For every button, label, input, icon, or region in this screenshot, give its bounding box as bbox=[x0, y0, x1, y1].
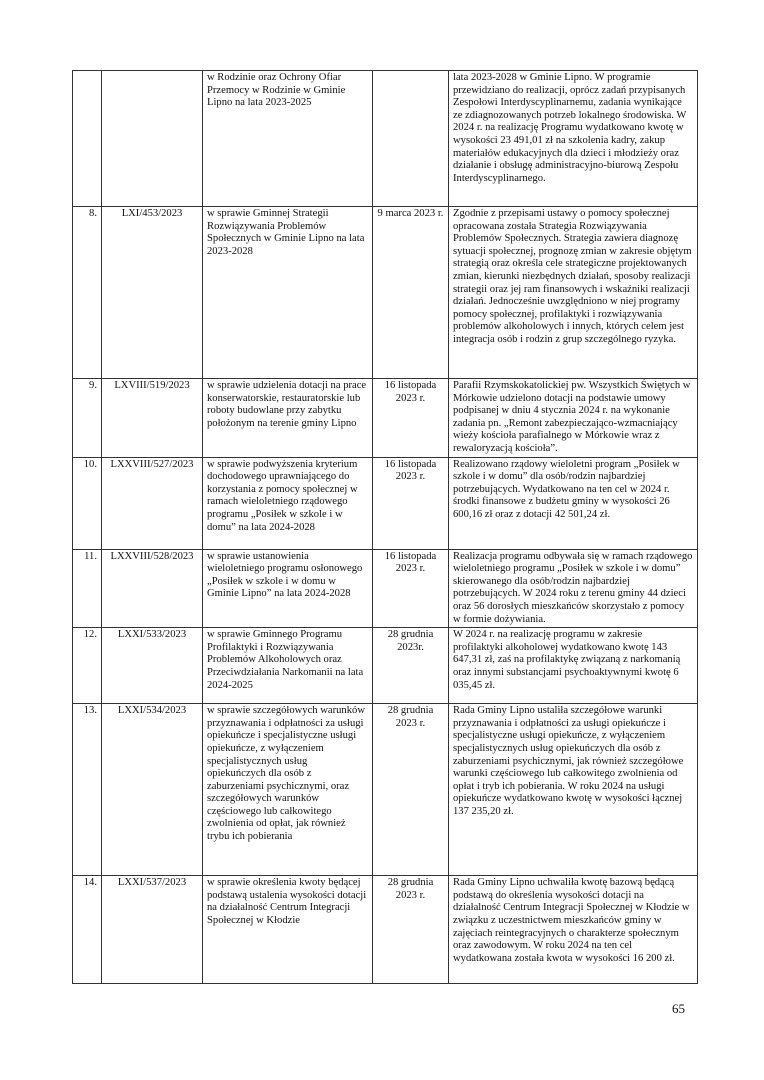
execution-info-cell: Rada Gminy Lipno ustaliła szczegółowe warunki przyznawania i odpłatności za usługi opiekuńcze i specjalistyczne usługi opiekuńcze, z wyłączeniem specjalistycznych usług opiekuńczych dla osób z zaburzeniami psychicznymi, jak również szczegółowe warunki częściowego lub całkowitego zwolnienia od opłat i tryb ich pobierania. W roku 2024 na usługi opiekuńcze wydatkowano kwotę w wysokości łącznej 137 235,20 zł. bbox=[449, 704, 698, 876]
row-number-cell bbox=[73, 71, 102, 207]
table-row bbox=[73, 876, 698, 984]
execution-info-cell: Parafii Rzymskokatolickiej pw. Wszystkich Świętych w Mórkowie udzielono dotacji na podstawie umowy podpisanej w dniu 4 stycznia 2024 r. na wykonanie zadania pn. „Remont zabezpieczająco-wzmacniający wieży kościoła parafialnego w Mórkowie wraz z rewaloryzacją kościoła”. bbox=[449, 379, 698, 458]
table-row bbox=[73, 379, 698, 458]
execution-info-cell: Realizacja programu odbywała się w ramach rządowego wieloletniego programu „Posiłek w szkole i w domu” skierowanego dla osób/rodzin najbardziej potrzebujących. W 2024 roku z terenu gminy 44 dzieci oraz 56 dorosłych mieszkańców skorzystało z pomocy w formie dożywiania. bbox=[449, 549, 698, 628]
table-row bbox=[73, 628, 698, 704]
resolution-date-cell: 28 grudnia 2023 r. bbox=[373, 704, 449, 876]
row-number-cell: 11. bbox=[73, 549, 102, 628]
row-number-cell: 13. bbox=[73, 704, 102, 876]
resolution-date-cell: 28 grudnia 2023r. bbox=[373, 628, 449, 704]
resolution-number-cell: LXXI/537/2023 bbox=[102, 876, 203, 984]
execution-info-cell: Zgodnie z przepisami ustawy o pomocy społecznej opracowana została Strategia Rozwiązywania Problemów Społecznych. Strategia zawiera diagnozę sytuacji społecznej, prognozę zmian w zakresie objętym strategią oraz określa cele strategiczne projektowanych zmian, kierunki niezbędnych działań, sposoby realizacji strategii oraz jej ram finansowych i wskaźniki realizacji działań. Jednocześnie uwzględniono w niej programy pomocy społecznej, profilaktyki i rozwiązywania problemów alkoholowych i innych, których celem jest integracja osób i rodzin z grup szczególnego ryzyka. bbox=[449, 207, 698, 379]
table-row bbox=[73, 71, 698, 207]
resolution-number-cell: LXXVIII/527/2023 bbox=[102, 457, 203, 549]
resolution-date-cell: 16 listopada 2023 r. bbox=[373, 379, 449, 458]
resolution-subject-cell: w sprawie Gminnej Strategii Rozwiązywania Problemów Społecznych w Gminie Lipno na lata 2023-2028 bbox=[203, 207, 373, 379]
resolution-subject-cell: w sprawie ustanowienia wieloletniego programu osłonowego „Posiłek w szkole i w domu w Gminie Lipno” na lata 2024-2028 bbox=[203, 549, 373, 628]
table-row bbox=[73, 549, 698, 628]
execution-info-cell: Rada Gminy Lipno uchwaliła kwotę bazową będącą podstawą do określenia wysokości dotacji na działalność Centrum Integracji Społecznej w Kłodzie w związku z uczestnictwem mieszkańców gminy w zajęciach reintegracyjnych o charakterze społecznym oraz zawodowym. W roku 2024 na ten cel wydatkowana została kwota w wysokości 16 200 zł. bbox=[449, 876, 698, 984]
table-row bbox=[73, 704, 698, 876]
resolution-subject-cell: w sprawie udzielenia dotacji na prace konserwatorskie, restauratorskie lub roboty budowlane przy zabytku położonym na terenie gminy Lipno bbox=[203, 379, 373, 458]
resolution-subject-cell: w sprawie określenia kwoty będącej podstawą ustalenia wysokości dotacji na działalność Centrum Integracji Społecznej w Kłodzie bbox=[203, 876, 373, 984]
row-number-cell: 9. bbox=[73, 379, 102, 458]
resolution-number-cell: LXXI/533/2023 bbox=[102, 628, 203, 704]
resolution-date-cell: 28 grudnia 2023 r. bbox=[373, 876, 449, 984]
row-number-cell: 10. bbox=[73, 457, 102, 549]
resolution-number-cell: LXXVIII/528/2023 bbox=[102, 549, 203, 628]
row-number-cell: 12. bbox=[73, 628, 102, 704]
resolution-subject-cell: w Rodzinie oraz Ochrony Ofiar Przemocy w Rodzinie w Gminie Lipno na lata 2023-2025 bbox=[203, 71, 373, 207]
resolution-subject-cell: w sprawie szczegółowych warunków przyznawania i odpłatności za usługi opiekuńcze i specjalistyczne usługi opiekuńcze, z wyłączeniem specjalistycznych usług opiekuńczych dla osób z zaburzeniami psychicznymi, oraz szczegółowych warunków częściowego lub całkowitego zwolnienia od opłat, jak również trybu ich pobierania bbox=[203, 704, 373, 876]
execution-info-cell: W 2024 r. na realizację programu w zakresie profilaktyki alkoholowej wydatkowano kwotę 143 647,31 zł, zaś na profilaktykę związaną z narkomanią oraz innymi substancjami psychoaktywnymi kwotę 6 035,45 zł. bbox=[449, 628, 698, 704]
resolution-number-cell: LXI/453/2023 bbox=[102, 207, 203, 379]
row-number-cell: 8. bbox=[73, 207, 102, 379]
resolutions-table bbox=[72, 70, 698, 984]
table-row bbox=[73, 207, 698, 379]
resolution-date-cell bbox=[373, 71, 449, 207]
resolution-subject-cell: w sprawie podwyższenia kryterium dochodowego uprawniającego do korzystania z pomocy społecznej w ramach wieloletniego rządowego programu „Posiłek w szkole i w domu” na lata 2024-2028 bbox=[203, 457, 373, 549]
resolution-number-cell bbox=[102, 71, 203, 207]
execution-info-cell: lata 2023-2028 w Gminie Lipno. W programie przewidziano do realizacji, oprócz zadań przypisanych Zespołowi Interdyscyplinarnemu, zadania wynikające ze zdiagnozowanych potrzeb lokalnego środowiska. W 2024 r. na realizację Programu wydatkowano kwotę w wysokości 23 491,01 zł na szkolenia kadry, zakup materiałów edukacyjnych dla dzieci i młodzieży oraz działanie i obsługę administracyjno-biurową Zespołu Interdyscyplinarnego. bbox=[449, 71, 698, 207]
table-row bbox=[73, 457, 698, 549]
resolution-date-cell: 16 listopada 2023 r. bbox=[373, 549, 449, 628]
resolution-date-cell: 9 marca 2023 r. bbox=[373, 207, 449, 379]
resolution-date-cell: 16 listopada 2023 r. bbox=[373, 457, 449, 549]
resolution-number-cell: LXXI/534/2023 bbox=[102, 704, 203, 876]
execution-info-cell: Realizowano rządowy wieloletni program „Posiłek w szkole i w domu” dla osób/rodzin najbardziej potrzebujących. Wydatkowano na ten cel w 2024 r. środki finansowe z budżetu gminy w wysokości 26 600,16 zł oraz z dotacji 42 501,24 zł. bbox=[449, 457, 698, 549]
page-number: 65 bbox=[672, 1001, 685, 1016]
resolution-number-cell: LXVIII/519/2023 bbox=[102, 379, 203, 458]
row-number-cell: 14. bbox=[73, 876, 102, 984]
resolution-subject-cell: w sprawie Gminnego Programu Profilaktyki i Rozwiązywania Problemów Alkoholowych oraz Przeciwdziałania Narkomanii na lata 2024-2025 bbox=[203, 628, 373, 704]
